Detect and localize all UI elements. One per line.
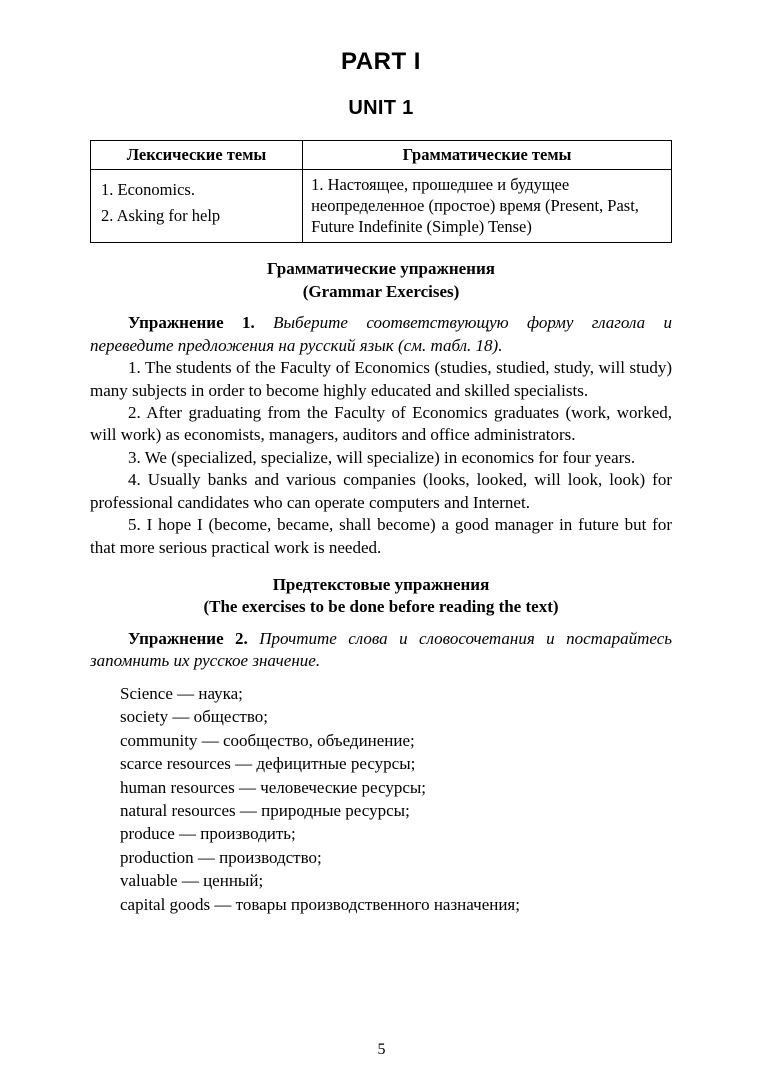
vocab-item: produce — производить; [120, 824, 296, 844]
topics-table [90, 140, 672, 243]
pretext-exercises-heading-en: (The exercises to be done before reading the text) [203, 597, 559, 617]
lexical-topic-item: 2. Asking for help [101, 205, 221, 225]
exercise1-instruction: Выберите соответствующую форму глагола и переведите предложения на русский язык (см. табл. 18). [90, 313, 672, 355]
exercise1-intro [90, 312, 672, 357]
exercise1-item: 3. We (specialized, specialize, will specialize) in economics for four years. [128, 447, 636, 467]
exercise1-item: 2. After graduating from the Faculty of Economics graduates (work, worked, will work) as economists, managers, auditors and office administrators. [90, 402, 672, 445]
exercise2-label: Упражнение 2. [128, 628, 248, 648]
grammar-exercises-heading-ru: Грамматические упражнения [267, 259, 495, 279]
part-title: PART I [341, 48, 421, 75]
vocabulary-list [120, 682, 672, 917]
topics-table-header-row [91, 141, 672, 170]
grammar-exercises-heading-en: (Grammar Exercises) [302, 281, 460, 301]
vocab-item: production — производство; [120, 847, 322, 867]
vocab-item: human resources — человеческие ресурсы; [120, 777, 427, 797]
exercise1-item: 4. Usually banks and various companies (looks, looked, will look, look) for professional candidates who can operate computers and Internet. [90, 470, 672, 512]
vocab-item: society — общество; [120, 707, 268, 727]
topics-table-body-row [91, 170, 672, 243]
vocab-item: natural resources — природные ресурсы; [120, 801, 410, 821]
exercise2-instruction: Прочтите слова и словосочетания и постарайтесь запомнить их русское значение. [90, 628, 673, 671]
pretext-exercises-heading [90, 574, 672, 619]
unit-title: UNIT 1 [348, 97, 414, 119]
vocab-item: valuable — ценный; [120, 871, 264, 891]
exercise1-item: 5. I hope I (become, became, shall become) a good manager in future but for that more serious practical work is needed. [90, 515, 672, 557]
vocab-item: Science — наука; [120, 683, 243, 703]
lexical-topic-item: 1. Economics. [101, 180, 195, 199]
pretext-exercises-heading-ru: Предтекстовые упражнения [272, 575, 490, 595]
lexical-topics-header: Лексические темы [91, 141, 303, 170]
exercise1-items [90, 357, 672, 559]
vocab-item: community — сообщество, объединение; [120, 730, 415, 750]
exercise1-label: Упражнение 1. [128, 313, 255, 333]
lexical-topics-cell [91, 170, 303, 243]
vocab-item: capital goods — товары производственного назначения; [120, 894, 520, 914]
page-number: 5 [377, 1041, 386, 1058]
grammar-topics-header: Грамматические темы [303, 141, 672, 170]
exercise2-intro [90, 628, 672, 673]
exercise1-item: 1. The students of the Faculty of Economics (studies, studied, study, will study) many subjects in order to become highly educated and skilled specialists. [90, 358, 672, 400]
grammar-topics-cell: 1. Настоящее, прошедшее и будущее неопределенное (простое) время (Present, Past, Future Indefinite (Simple) Tense) [303, 170, 672, 243]
grammar-exercises-heading [90, 258, 672, 303]
vocab-item: scarce resources — дефицитные ресурсы; [120, 754, 416, 774]
